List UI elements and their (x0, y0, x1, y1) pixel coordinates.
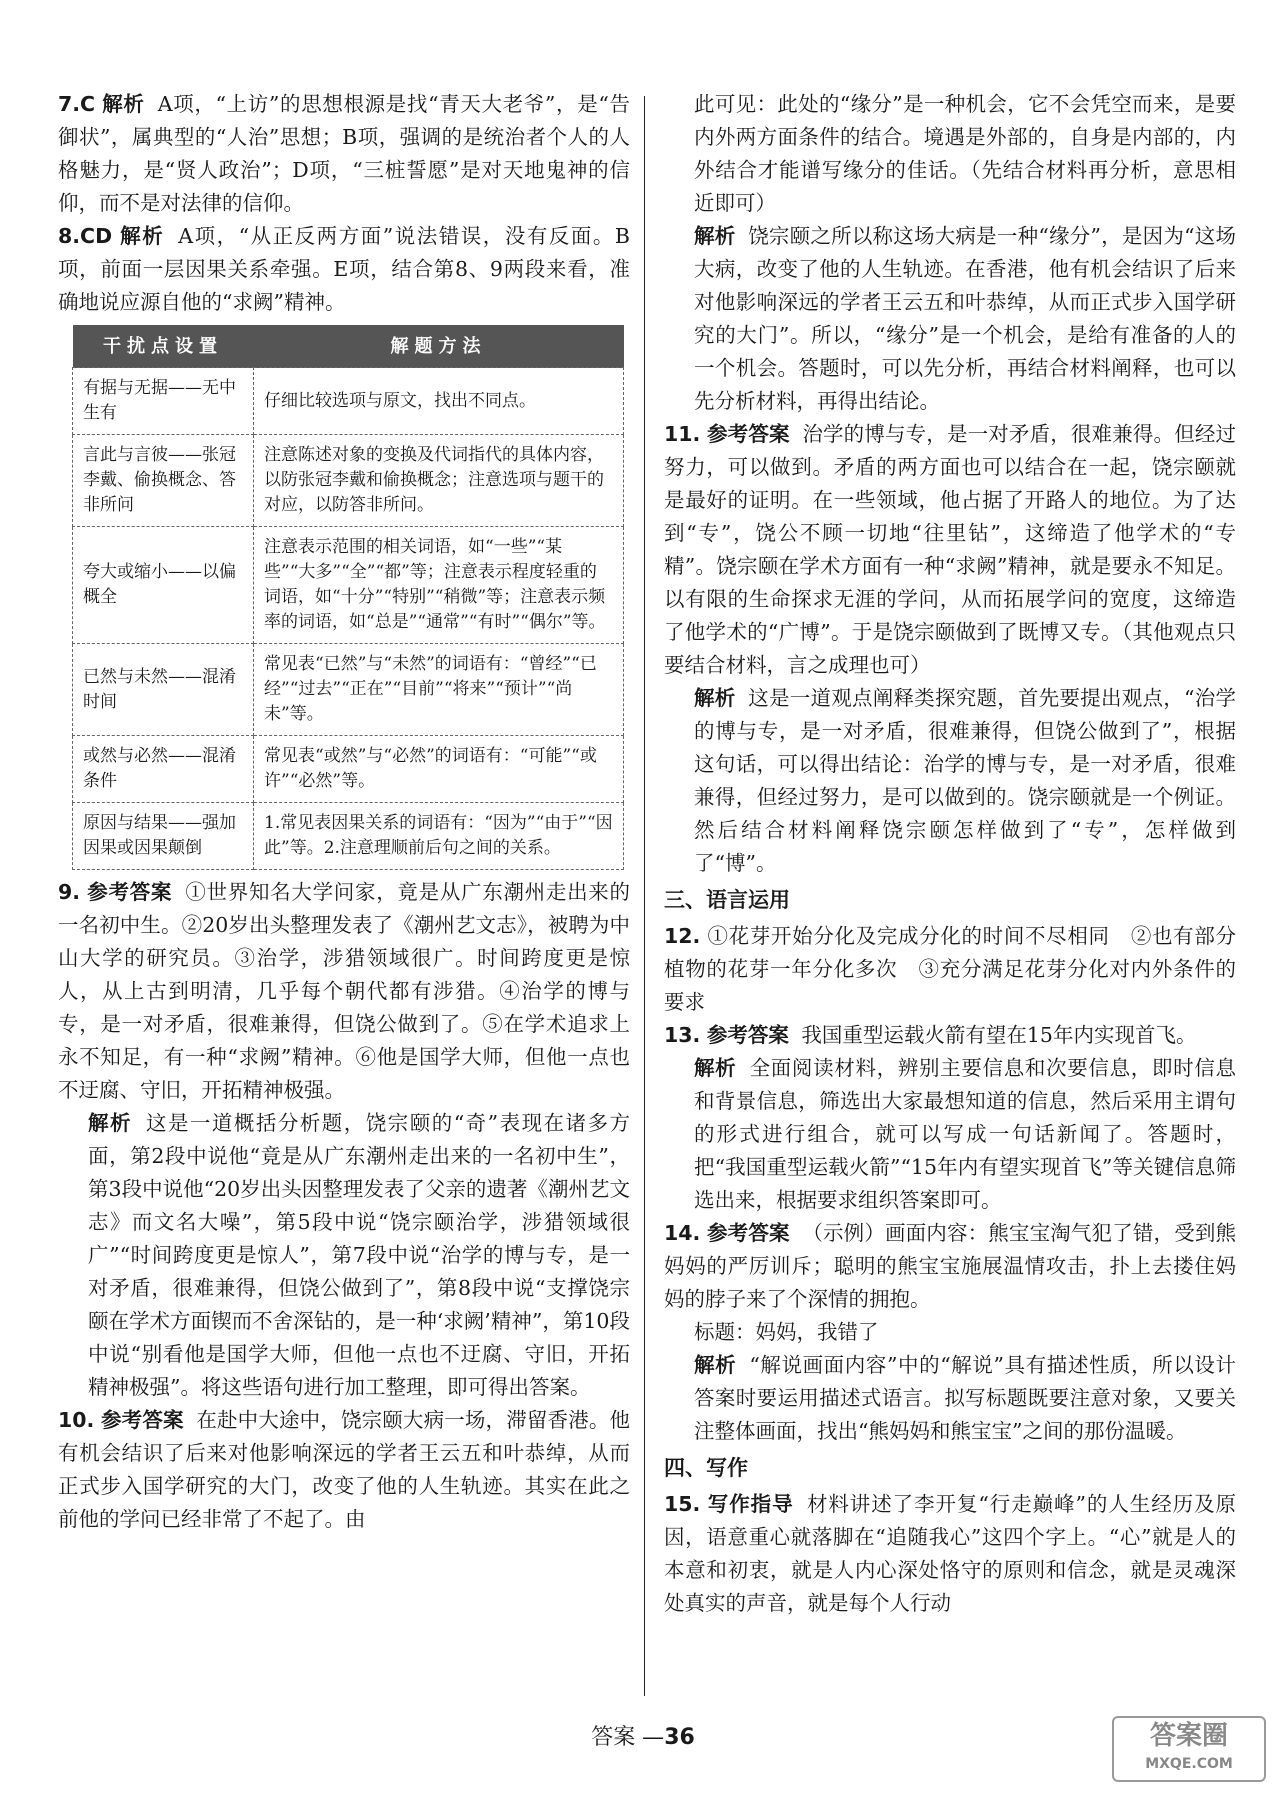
q13-answer: 13. 参考答案 我国重型运载火箭有望在15年内实现首飞。 (664, 1023, 1197, 1047)
section-writing: 四、写作 (664, 1456, 748, 1480)
page-footer (0, 1720, 1286, 1751)
q9-analysis: 解析 这是一道概括分析题，饶宗颐的“奇”表现在诸多方面，第2段中说他“竟是从广东潮州走出来的一名初中生”，第3段中说他“20岁出头因整理发表了父亲的遗著《潮州艺文志》而文名大噪”，第5段中说“饶宗颐治学，涉猎领域很广”“时间跨度更是惊人”，第7段中说“治学的博与专，是一对矛盾，很难兼得，但饶公做到了”，第8段中说“支撑饶宗颐在学术方面锲而不舍深钻的，是一种‘求阙’精神”，第10段中说“别看他是国学大师，但他一点也不迂腐、守旧，开拓精神极强”。将这些语句进行加工整理，即可得出答案。 (88, 1111, 630, 1399)
table-row: 原因与结果——强加因果或因果颠倒 1.常见表因果关系的词语有：“因为”“由于”“因此”等。2.注意理顺前后句之间的关系。 (73, 803, 624, 870)
q7: 7.C 解析 A项，“上访”的思想根源是找“青天大老爷”，是“告御状”，属典型的“人治”思想；B项，强调的是统治者个人的人格魅力，是“贤人政治”；D项，“三桩誓愿”是对天地鬼神的信仰，而不是对法律的信仰。 (58, 92, 630, 215)
left-column (58, 88, 630, 1536)
watermark-bottom: MXQE.COM (1145, 1756, 1233, 1772)
watermark-top: 答案圈 (1149, 1721, 1228, 1751)
page-number: 36 (664, 1725, 695, 1750)
section-language-use: 三、语言运用 (664, 888, 790, 912)
q13-analysis: 解析 全面阅读材料，辨别主要信息和次要信息，即时信息和背景信息，筛选出大家最想知道的信息，然后采用主谓句的形式进行组合，就可以写成一句话新闻了。答题时，把“我国重型运载火箭”“15年内有望实现首飞”等关键信息筛选出来，根据要求组织答案即可。 (694, 1056, 1236, 1212)
table-header-method: 解题方法 (254, 325, 624, 368)
q14-answer: 14. 参考答案 （示例）画面内容：熊宝宝淘气犯了错，受到熊妈妈的严厉训斥；聪明的熊宝宝施展温情攻击，扑上去搂住妈妈的脖子来了个深情的拥抱。 (664, 1221, 1237, 1311)
q8: 8.CD 解析 A项，“从正反两方面”说法错误，没有反面。B项，前面一层因果关系牵强。E项，结合第8、9两段来看，准确地说应源自他的“求阙”精神。 (58, 224, 630, 314)
q14-analysis: 解析 “解说画面内容”中的“解说”具有描述性质，所以设计答案时要运用描述式语言。拟写标题既要注意对象，又要关注整体画面，找出“熊妈妈和熊宝宝”之间的那份温暖。 (694, 1353, 1237, 1443)
q15-guide: 15. 写作指导 材料讲述了李开复“行走巅峰”的人生经历及原因，语意重心就落脚在“追随我心”这四个字上。“心”就是人的本意和初衷，就是人内心深处恪守的原则和信念，就是灵魂深处真实的声音，就是每个人行动 (664, 1492, 1236, 1615)
q10-answer: 10. 参考答案 在赴中大途中，饶宗颐大病一场，滞留香港。他有机会结识了后来对他影响深远的学者王云五和叶恭绰，从而正式步入国学研究的大门，改变了他的人生轨迹。其实在此之前他的学问已经非常了不起了。由 (58, 1408, 631, 1531)
table-row: 夸大或缩小——以偏概全 注意表示范围的相关词语，如“一些”“某些”“大多”“全”“都”等；注意表示程度轻重的词语，如“十分”“特别”“稍微”等；注意表示频率的词语，如“总是”“通常”“有时”“偶尔”等。 (73, 527, 624, 644)
column-divider (644, 96, 645, 1696)
q14-title: 标题：妈妈，我错了 (694, 1320, 879, 1344)
table-row: 或然与必然——混淆条件 常见表“或然”与“必然”的词语有：“可能”“或许”“必然”等。 (73, 736, 624, 803)
watermark-logo (1112, 1716, 1266, 1782)
table-header-interference: 干扰点设置 (73, 325, 254, 368)
table-row: 已然与未然——混淆时间 常见表“已然”与“未然”的词语有：“曾经”“已经”“过去”“正在”“目前”“将来”“预计”“尚未”等。 (73, 644, 624, 736)
right-column (664, 88, 1236, 1620)
footer-prefix: 答案 — (591, 1725, 665, 1750)
q10-continued: 此可见：此处的“缘分”是一种机会，它不会凭空而来，是要内外两方面条件的结合。境遇是外部的，自身是内部的，内外结合才能谱写缘分的佳话。（先结合材料再分析，意思相近即可） (694, 92, 1236, 215)
q10-analysis: 解析 饶宗颐之所以称这场大病是一种“缘分”，是因为“这场大病，改变了他的人生轨迹。在香港，他有机会结识了后来对他影响深远的学者王云五和叶恭绰，从而正式步入国学研究的大门”。所以，“缘分”是一个机会，是给有准备的人的一个机会。答题时，可以先分析，再结合材料阐释，也可以先分析材料，再得出结论。 (694, 224, 1236, 413)
q11-answer: 11. 参考答案 治学的博与专，是一对矛盾，很难兼得。但经过努力，可以做到。矛盾的两方面也可以结合在一起，饶宗颐就是最好的证明。在一些领域，他占据了开路人的地位。为了达到“专”，饶公不顾一切地“往里钻”，这缔造了他学术的“专精”。饶宗颐在学术方面有一种“求阙”精神，就是要永不知足。以有限的生命探求无涯的学问，从而拓展学问的宽度，这缔造了他学术的“广博”。于是饶宗颐做到了既博又专。（其他观点只要结合材料，言之成理也可） (664, 422, 1237, 677)
table-row: 有据与无据——无中生有 仔细比较选项与原文，找出不同点。 (73, 368, 624, 435)
q11-analysis: 解析 这是一道观点阐释类探究题，首先要提出观点，“治学的博与专，是一对矛盾，很难兼得，但饶公做到了”，根据这句话，可以得出结论：治学的博与专，是一对矛盾，很难兼得，但经过努力，是可以做到的。饶宗颐就是一个例证。然后结合材料阐释饶宗颐怎样做到了“专”，怎样做到了“博”。 (694, 686, 1236, 875)
q9-answer: 9. 参考答案 ①世界知名大学问家，竟是从广东潮州走出来的一名初中生。②20岁出头整理发表了《潮州艺文志》，被聘为中山大学的研究员。③治学，涉猎领域很广。时间跨度更是惊人，从上古到明清，几乎每个朝代都有涉猎。④治学的博与专，是一对矛盾，很难兼得，但饶公做到了。⑤在学术追求上永不知足，有一种“求阙”精神。⑥他是国学大师，但他一点也不迂腐、守旧，开拓精神极强。 (58, 880, 630, 1102)
table-row: 言此与言彼——张冠李戴、偷换概念、答非所问 注意陈述对象的变换及代词指代的具体内容，以防张冠李戴和偷换概念；注意选项与题干的对应，以防答非所问。 (73, 435, 624, 527)
q12: 12. ①花芽开始分化及完成分化的时间不尽相同 ②也有部分植物的花芽一年分化多次 ③充分满足花芽分化对内外条件的要求 (664, 924, 1236, 1014)
tip-table (72, 325, 624, 870)
